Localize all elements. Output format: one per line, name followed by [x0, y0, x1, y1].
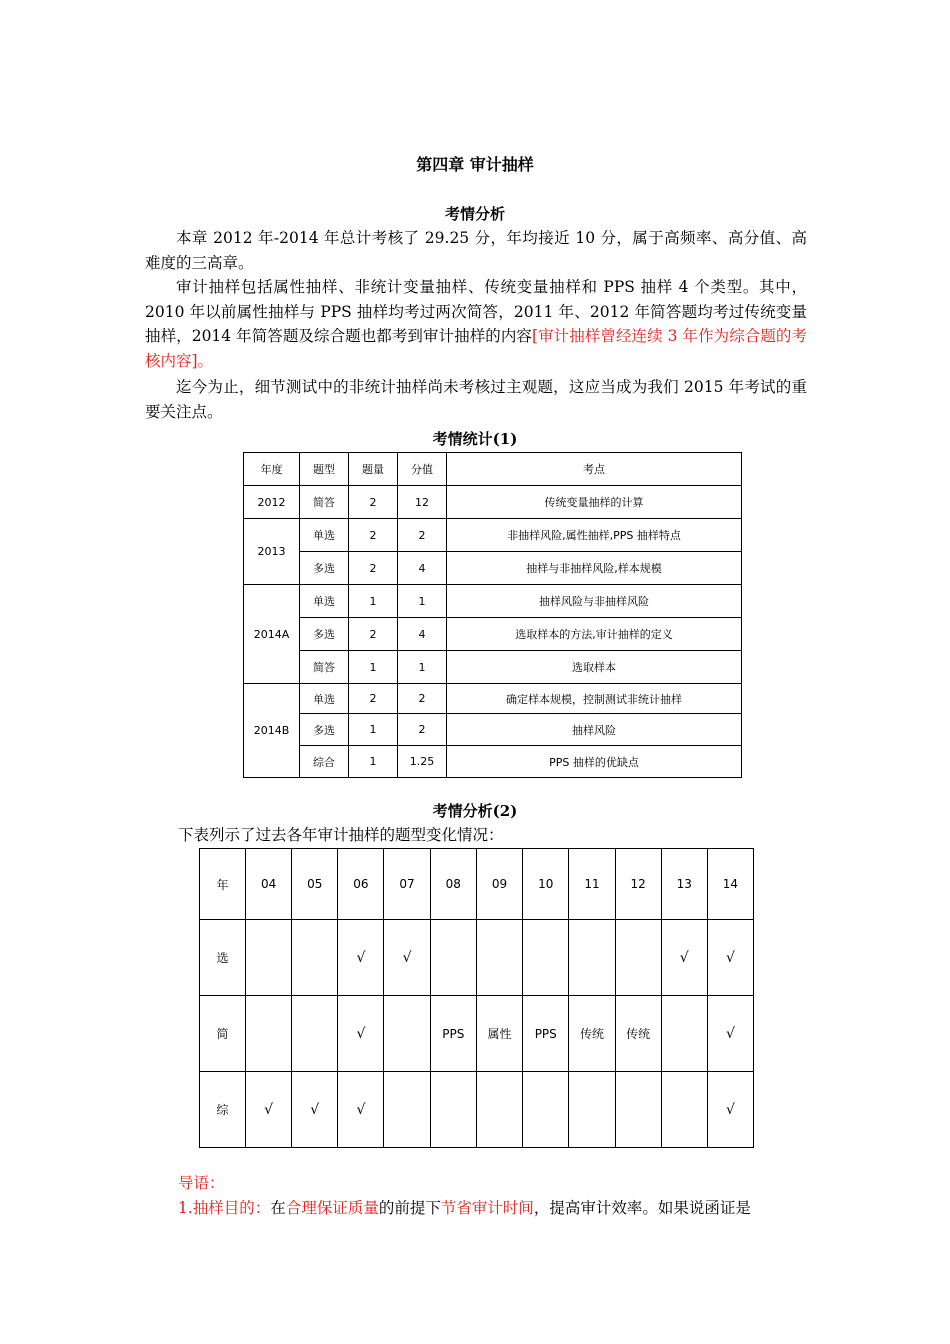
cell-point: 选取样本的方法,审计抽样的定义 — [447, 618, 742, 651]
stats1-header-row — [244, 453, 742, 486]
table-cell — [430, 1072, 476, 1148]
year-header-cell: 07 — [384, 849, 430, 920]
question-type-table — [199, 848, 754, 1148]
analysis2-title: 考情分析(2) — [432, 802, 518, 820]
year-header-cell: 11 — [569, 849, 615, 920]
table-cell: √ — [707, 996, 753, 1072]
year-header-cell: 04 — [246, 849, 292, 920]
table-row — [244, 585, 742, 618]
cell-type: 单选 — [300, 684, 349, 714]
cell-score: 4 — [398, 552, 447, 585]
cell-count: 1 — [349, 585, 398, 618]
table-cell — [476, 920, 522, 996]
cell-count: 2 — [349, 486, 398, 519]
table-row — [244, 746, 742, 778]
table-cell — [661, 1072, 707, 1148]
cell-point: 传统变量抽样的计算 — [447, 486, 742, 519]
header-score: 分值 — [398, 453, 447, 486]
table-cell — [384, 1072, 430, 1148]
guide-item-1-text-a: 在 — [270, 1199, 286, 1217]
guide-item-1-text-e: ，提高审计效率。如果说函证是 — [533, 1199, 751, 1217]
analysis-paragraph-2 — [145, 275, 807, 373]
year-header-cell: 08 — [430, 849, 476, 920]
cell-type: 多选 — [300, 618, 349, 651]
table-row — [244, 519, 742, 552]
cell-score: 2 — [398, 684, 447, 714]
cell-year: 2012 — [244, 486, 300, 519]
table-cell: 传统 — [569, 996, 615, 1072]
analysis-paragraph-2-highlight: [审计抽样曾经连续 3 年作为综合题的考核内容]。 — [145, 327, 808, 370]
table-cell — [292, 920, 338, 996]
cell-score: 1.25 — [398, 746, 447, 778]
header-count: 题量 — [349, 453, 398, 486]
analysis-paragraph-2-text: 审计抽样包括属性抽样、非统计变量抽样、传统变量抽样和 PPS 抽样 4 个类型。其中，2010 年以前属性抽样与 PPS 抽样均考过两次简答，2011 年、2012 年简答题均考过传统变量抽样，2014 年简答题及综合题也都考到审计抽样的内容 — [145, 278, 807, 345]
analysis2-intro: 下表列示了过去各年审计抽样的题型变化情况： — [178, 826, 504, 844]
table-cell — [569, 920, 615, 996]
cell-point: PPS 抽样的优缺点 — [447, 746, 742, 778]
cell-count: 2 — [349, 684, 398, 714]
table-cell: 传统 — [615, 996, 661, 1072]
cell-count: 1 — [349, 714, 398, 746]
cell-point: 抽样风险与非抽样风险 — [447, 585, 742, 618]
table-cell: PPS — [523, 996, 569, 1072]
table-cell: PPS — [430, 996, 476, 1072]
table-cell — [523, 1072, 569, 1148]
table-row — [244, 552, 742, 585]
stats1-title: 考情统计(1) — [432, 430, 518, 448]
table-cell — [615, 920, 661, 996]
table-cell: 属性 — [476, 996, 522, 1072]
cell-score: 1 — [398, 651, 447, 684]
guide-item-1 — [178, 1196, 751, 1220]
table-cell: √ — [338, 1072, 384, 1148]
cell-count: 1 — [349, 651, 398, 684]
table-row — [200, 920, 754, 996]
table-row — [244, 651, 742, 684]
chapter-title: 第四章 审计抽样 — [416, 155, 534, 174]
table-cell — [292, 996, 338, 1072]
table-row — [200, 996, 754, 1072]
table-cell — [384, 996, 430, 1072]
cell-type: 多选 — [300, 552, 349, 585]
table-cell: √ — [384, 920, 430, 996]
year-header-cell: 12 — [615, 849, 661, 920]
cell-count: 2 — [349, 519, 398, 552]
table-cell — [246, 996, 292, 1072]
cell-score: 1 — [398, 585, 447, 618]
cell-type: 单选 — [300, 519, 349, 552]
analysis-paragraph-1: 本章 2012 年-2014 年总计考核了 29.25 分，年均接近 10 分，属于高频率、高分值、高难度的三高章。 — [145, 229, 807, 272]
header-year: 年度 — [244, 453, 300, 486]
header-point: 考点 — [447, 453, 742, 486]
cell-point: 抽样与非抽样风险,样本规模 — [447, 552, 742, 585]
row-label-cell: 简 — [200, 996, 246, 1072]
table-cell: √ — [707, 1072, 753, 1148]
table-cell: √ — [292, 1072, 338, 1148]
guide-item-1-text-c: 的前提下 — [378, 1199, 441, 1217]
cell-score: 2 — [398, 519, 447, 552]
row-label-cell: 选 — [200, 920, 246, 996]
analysis-paragraph-3: 迄今为止，细节测试中的非统计抽样尚未考核过主观题，这应当成为我们 2015 年考试的重要关注点。 — [145, 378, 807, 421]
table-row — [244, 684, 742, 714]
cell-type: 简答 — [300, 651, 349, 684]
year-header-cell: 年 — [200, 849, 246, 920]
guide-title: 导语： — [178, 1174, 225, 1192]
cell-count: 1 — [349, 746, 398, 778]
cell-year: 2013 — [244, 519, 300, 585]
cell-score: 4 — [398, 618, 447, 651]
year-header-cell: 09 — [476, 849, 522, 920]
row-label-cell: 综 — [200, 1072, 246, 1148]
year-header-cell: 14 — [707, 849, 753, 920]
year-header-cell: 13 — [661, 849, 707, 920]
table-row — [244, 486, 742, 519]
analysis-title: 考情分析 — [444, 205, 505, 223]
table-cell: √ — [338, 920, 384, 996]
table-cell: √ — [246, 1072, 292, 1148]
table-cell — [615, 1072, 661, 1148]
table-cell: √ — [707, 920, 753, 996]
cell-count: 2 — [349, 618, 398, 651]
year-header-cell: 05 — [292, 849, 338, 920]
cell-score: 2 — [398, 714, 447, 746]
cell-year: 2014B — [244, 684, 300, 778]
cell-point: 抽样风险 — [447, 714, 742, 746]
cell-type: 多选 — [300, 714, 349, 746]
cell-score: 12 — [398, 486, 447, 519]
table-cell — [523, 920, 569, 996]
guide-item-1-label: 1.抽样目的： — [178, 1199, 271, 1217]
cell-type: 单选 — [300, 585, 349, 618]
cell-point: 确定样本规模，控制测试非统计抽样 — [447, 684, 742, 714]
cell-year: 2014A — [244, 585, 300, 684]
table-cell — [569, 1072, 615, 1148]
cell-type: 综合 — [300, 746, 349, 778]
cell-point: 非抽样风险,属性抽样,PPS 抽样特点 — [447, 519, 742, 552]
year-header-row — [200, 849, 754, 920]
stats1-table — [243, 452, 742, 778]
year-header-cell: 06 — [338, 849, 384, 920]
table-cell — [476, 1072, 522, 1148]
table-row — [244, 618, 742, 651]
table-cell: √ — [661, 920, 707, 996]
table-cell — [246, 920, 292, 996]
table-cell: √ — [338, 996, 384, 1072]
cell-count: 2 — [349, 552, 398, 585]
table-row — [200, 1072, 754, 1148]
cell-type: 简答 — [300, 486, 349, 519]
header-type: 题型 — [300, 453, 349, 486]
year-header-cell: 10 — [523, 849, 569, 920]
guide-item-1-highlight-b: 合理保证质量 — [285, 1199, 379, 1217]
guide-item-1-highlight-d: 节省审计时间 — [440, 1199, 534, 1217]
cell-point: 选取样本 — [447, 651, 742, 684]
table-cell — [430, 920, 476, 996]
table-cell — [661, 996, 707, 1072]
table-row — [244, 714, 742, 746]
